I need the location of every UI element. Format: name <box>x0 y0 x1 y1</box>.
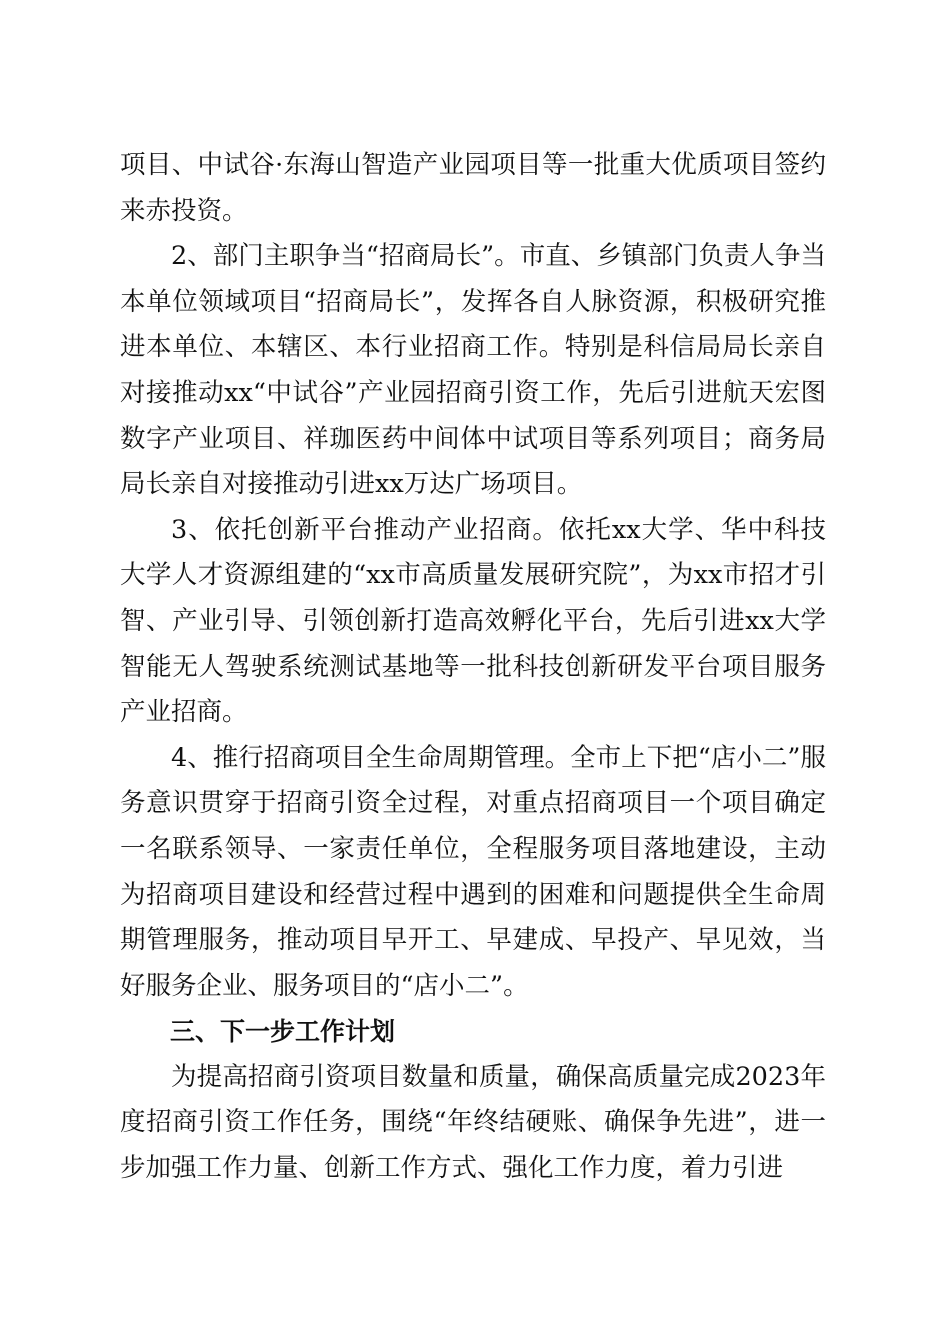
paragraph-innovation-platform: 3、依托创新平台推动产业招商。依托xx大学、华中科技大学人才资源组建的“xx市高质量发展研究院”，为xx市招才引智、产业引导、引领创新打造高效孵化平台，先后引进xx大学智能无人驾驶系统测试基地等一批科技创新研发平台项目服务产业招商。 <box>120 514 826 728</box>
paragraph-lifecycle-management: 4、推行招商项目全生命周期管理。全市上下把“店小二”服务意识贯穿于招商引资全过程，对重点招商项目一个项目确定一名联系领导、一家责任单位，全程服务项目落地建设，主动为招商项目建设和经营过程中遇到的困难和问题提供全生命周期管理服务，推动项目早开工、早建成、早投产、早见效，当好服务企业、服务项目的“店小二”。 <box>120 742 826 1001</box>
section-heading: 三、下一步工作计划 <box>170 1017 396 1047</box>
paragraph-continued: 项目、中试谷·东海山智造产业园项目等一批重大优质项目签约来赤投资。 <box>120 150 826 226</box>
paragraph-next-steps: 为提高招商引资项目数量和质量，确保高质量完成2023年度招商引资工作任务，围绕“年终结硬账、确保争先进”，进一步加强工作力量、创新工作方式、强化工作力度，着力引进 <box>120 1061 826 1184</box>
paragraph-department-heads: 2、部门主职争当“招商局长”。市直、乡镇部门负责人争当本单位领域项目“招商局长”，发挥各自人脉资源，积极研究推进本单位、本辖区、本行业招商工作。特别是科信局局长亲自对接推动xx“中试谷”产业园招商引资工作，先后引进航天宏图数字产业项目、祥珈医药中间体中试项目等系列项目；商务局局长亲自对接推动引进xx万达广场项目。 <box>120 241 826 500</box>
document-page <box>120 143 826 1192</box>
